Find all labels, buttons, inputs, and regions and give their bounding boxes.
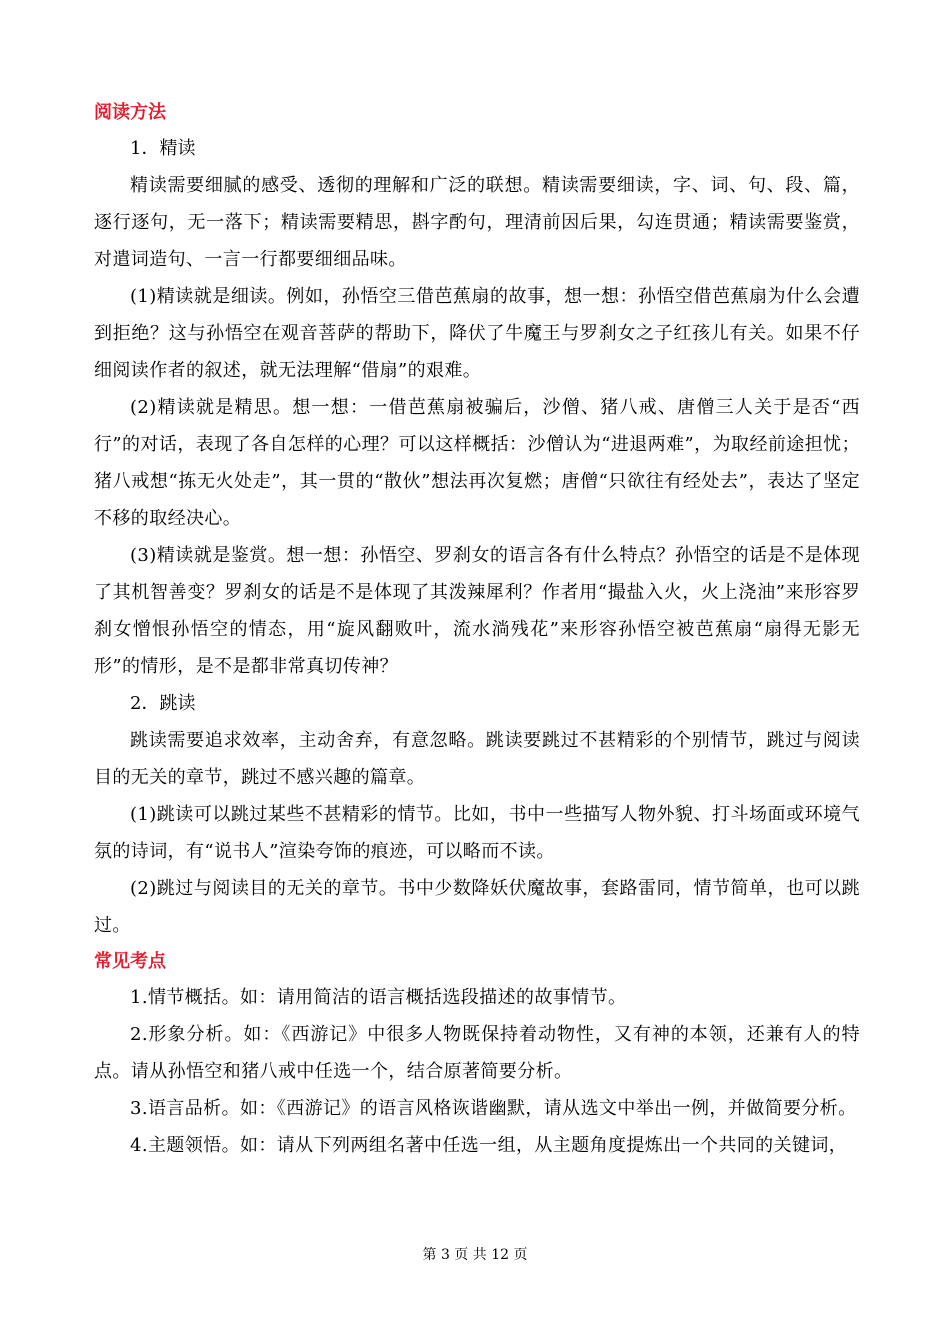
subheading-intensive-reading: 1．精读	[130, 138, 196, 159]
list-item-exam-point-1: 1.情节概括。如：请用简洁的语言概括选段描述的故事情节。	[130, 987, 627, 1008]
list-item-exam-point-3: 3.语言品析。如：《西游记》的语言风格诙谐幽默，请从选文中举出一例，并做简要分析。	[130, 1098, 857, 1119]
paragraph-intensive-2: (2)精读就是精思。想一想：一借芭蕉扇被骗后，沙僧、猪八戒、唐僧三人关于是否“西行”的对话，表现了各自怎样的心理？可以这样概括：沙僧认为“进退两难”，为取经前途担忧；猪八戒想“拣无火处走”，其一贯的“散伙”想法再次复燃；唐僧“只欲往有经处去”，表达了坚定不移的取经决心。	[94, 397, 860, 529]
section-heading-exam-points: 常见考点	[94, 951, 166, 972]
list-item-exam-point-2: 2.形象分析。如：《西游记》中很多人物既保持着动物性，又有神的本领，还兼有人的特点。请从孙悟空和猪八戒中任选一个，结合原著简要分析。	[94, 1024, 860, 1082]
section-heading-reading-methods: 阅读方法	[94, 102, 166, 123]
paragraph-intensive-1: (1)精读就是细读。例如，孙悟空三借芭蕉扇的故事，想一想：孙悟空借芭蕉扇为什么会遭到拒绝？这与孙悟空在观音菩萨的帮助下，降伏了牛魔王与罗刹女之子红孩儿有关。如果不仔细阅读作者的叙述，就无法理解“借扇”的艰难。	[94, 286, 860, 381]
page-content	[94, 95, 860, 1164]
paragraph-skimming-2: (2)跳过与阅读目的无关的章节。书中少数降妖伏魔故事，套路雷同，情节简单，也可以跳过。	[94, 878, 860, 936]
paragraph-skimming-1: (1)跳读可以跳过某些不甚精彩的情节。比如，书中一些描写人物外貌、打斗场面或环境气氛的诗词，有“说书人”渲染夸饰的痕迹，可以略而不读。	[94, 804, 860, 862]
paragraph-skimming-intro: 跳读需要追求效率，主动舍弃，有意忽略。跳读要跳过不甚精彩的个别情节，跳过与阅读目的无关的章节，跳过不感兴趣的篇章。	[94, 730, 860, 788]
list-item-exam-point-4: 4.主题领悟。如：请从下列两组名著中任选一组，从主题角度提炼出一个共同的关键词，	[130, 1135, 848, 1156]
page-number-footer: 第 3 页 共 12 页	[422, 1247, 528, 1263]
paragraph-intensive-intro: 精读需要细腻的感受、透彻的理解和广泛的联想。精读需要细读，字、词、句、段、篇，逐行逐句，无一落下；精读需要精思，斟字酌句，理清前因后果，勾连贯通；精读需要鉴赏，对遣词造句、一言一行都要细细品味。	[94, 175, 860, 270]
subheading-skimming: 2．跳读	[130, 693, 196, 714]
paragraph-intensive-3: (3)精读就是鉴赏。想一想：孙悟空、罗刹女的语言各有什么特点？孙悟空的话是不是体现了其机智善变？罗刹女的话是不是体现了其泼辣犀利？作者用“撮盐入火，火上浇油”来形容罗刹女憎恨孙悟空的情态，用“旋风翻败叶，流水淌残花”来形容孙悟空被芭蕉扇“扇得无影无形”的情形，是不是都非常真切传神？	[94, 545, 860, 677]
